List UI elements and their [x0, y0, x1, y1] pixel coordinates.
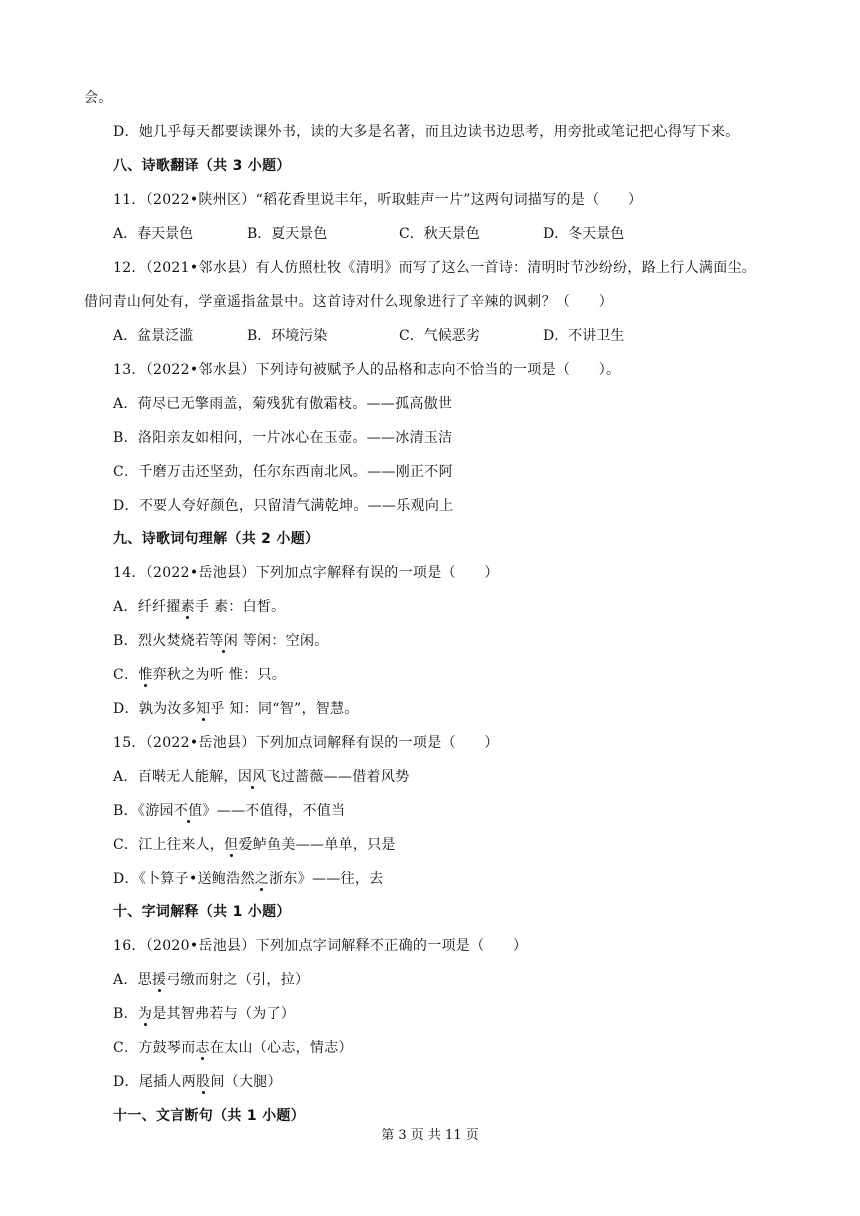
section-heading-9: 九、诗歌词句理解（共 2 小题） — [113, 531, 320, 547]
question-13: 13．（2022•邻水县）下列诗句被赋予人的品格和志向不恰当的一项是（ ）。 — [113, 362, 621, 378]
q12-option-a: A．盆景泛滥 — [113, 328, 194, 344]
section-heading-11: 十一、文言断句（共 1 小题） — [113, 1108, 305, 1124]
q15-option-a: A．百啭无人能解，因风飞过蔷薇——借着风势 — [113, 769, 410, 785]
question-12-line-1: 12．（2021•邻水县）有人仿照杜牧《清明》而写了这么一首诗：清明时节沙纷纷，路上行人满面尘。 — [113, 260, 757, 276]
section-heading-8: 八、诗歌翻译（共 3 小题） — [113, 158, 291, 174]
question-11: 11．（2022•陕州区）“稻花香里说丰年，听取蛙声一片”这两句词描写的是（ ） — [113, 192, 643, 208]
q14-option-a: A．纤纤擢素手 素：白皙。 — [113, 599, 286, 615]
q13-option-a: A．荷尽已无擎雨盖，菊残犹有傲霜枝。——孤高傲世 — [113, 396, 453, 412]
page-footer: 第 3 页 共 11 页 — [381, 1128, 479, 1143]
question-14: 14．（2022•岳池县）下列加点字解释有误的一项是（ ） — [113, 565, 499, 581]
dotted-char: 因风 — [237, 769, 267, 785]
dotted-char: 志 — [195, 1040, 210, 1056]
q16-option-a: A．思援弓缴而射之（引，拉） — [113, 972, 310, 988]
q16-option-b: B．为是其智弗若与（为了） — [113, 1006, 296, 1022]
dotted-char: 但 — [224, 837, 239, 853]
dotted-char: 惟 — [138, 667, 153, 683]
q15-option-c: C．江上往来人，但爱鲈鱼美——单单，只是 — [113, 837, 396, 853]
q11-option-d: D．冬天景色 — [543, 226, 625, 242]
q16-option-d: D．尾插人两股间（大腿） — [113, 1074, 282, 1090]
dotted-char: 之 — [254, 871, 270, 887]
question-15: 15．（2022•岳池县）下列加点词解释有误的一项是（ ） — [113, 735, 499, 751]
q12-option-b: B．环境污染 — [247, 328, 328, 344]
q11-option-a: A．春天景色 — [113, 226, 194, 242]
q11-option-c: C．秋天景色 — [399, 226, 480, 242]
continued-text: 会。 — [84, 90, 113, 106]
q15-option-d: D．《卜算子•送鲍浩然之浙东》——往，去 — [113, 871, 384, 887]
q14-option-d: D．孰为汝多知乎 知：同“智”，智慧。 — [113, 701, 359, 717]
q14-option-b: B．烈火焚烧若等闲 等闲：空闲。 — [113, 633, 329, 649]
section-heading-10: 十、字词解释（共 1 小题） — [113, 904, 291, 920]
question-12-line-2: 借问青山何处有，学童遥指盆景中。这首诗对什么现象进行了辛辣的讽刺？（ ） — [84, 294, 614, 310]
dotted-char: 知 — [196, 701, 211, 717]
q11-option-b: B．夏天景色 — [247, 226, 328, 242]
q13-option-b: B．洛阳亲友如相问，一片冰心在玉壶。——冰清玉洁 — [113, 430, 453, 446]
dotted-char: 等闲 — [209, 633, 238, 649]
q12-option-c: C．气候恶劣 — [399, 328, 480, 344]
q13-option-c: C．千磨万击还坚劲，任尔东西南北风。——刚正不阿 — [113, 464, 453, 480]
q12-option-d: D．不讲卫生 — [543, 328, 625, 344]
q16-option-c: C．方鼓琴而志在太山（心志，情志） — [113, 1040, 353, 1056]
dotted-char: 援 — [152, 972, 167, 988]
dotted-char: 为 — [137, 1006, 153, 1022]
q15-option-b: B．《游园不值》——不值得，不值当 — [113, 803, 346, 819]
dotted-char: 股 — [196, 1074, 211, 1090]
q14-option-c: C．惟弈秋之为听 惟：只。 — [113, 667, 287, 683]
q13-option-d: D．不要人夸好颜色，只留清气满乾坤。——乐观向上 — [113, 498, 454, 514]
previous-option-d: D．她几乎每天都要读课外书，读的大多是名著，而且边读书边思考，用旁批或笔记把心得写下来。 — [113, 124, 740, 140]
question-16: 16．（2020•岳池县）下列加点字词解释不正确的一项是（ ） — [113, 938, 528, 954]
dotted-char: 不值 — [173, 803, 203, 819]
dotted-char: 素 — [180, 599, 195, 615]
